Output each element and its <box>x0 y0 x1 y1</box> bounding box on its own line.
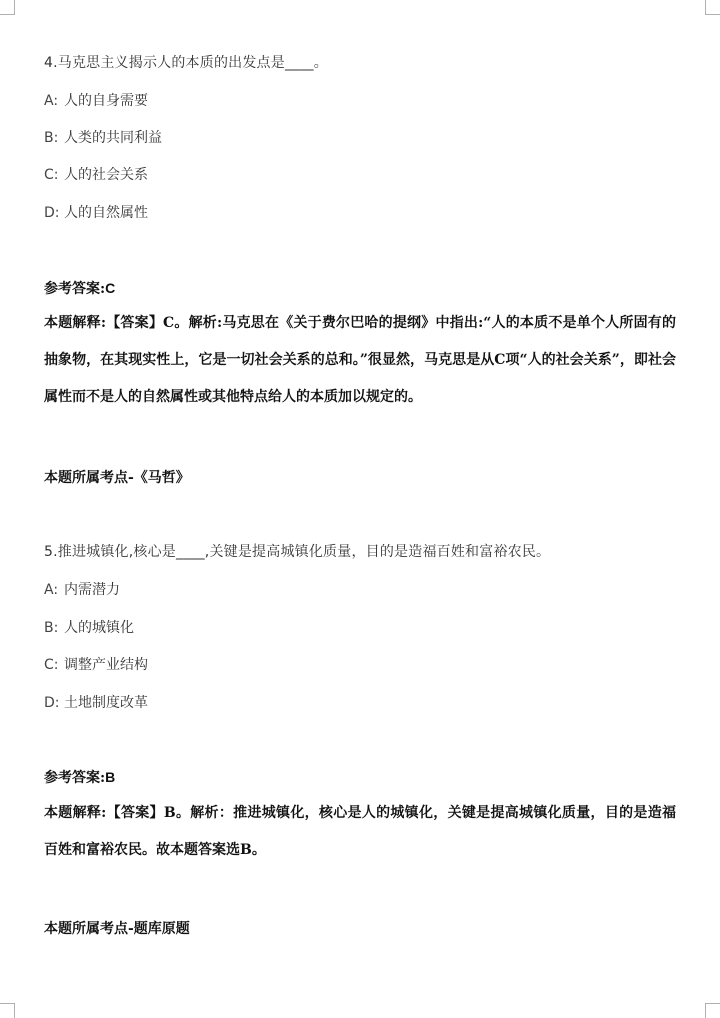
option-text: 土地制度改革 <box>64 695 148 711</box>
answer-value: B <box>105 769 116 785</box>
option-text: 人的自身需要 <box>64 93 148 109</box>
option-letter: A: <box>44 582 59 598</box>
question-5-stem: 5.推进城镇化,核心是____,关键是提高城镇化质量，目的是造福百姓和富裕农民。 <box>44 544 551 560</box>
option-letter: B: <box>44 130 59 146</box>
option-letter: D: <box>44 205 60 221</box>
question-4-option-b <box>44 127 162 147</box>
option-text: 人的社会关系 <box>64 167 148 183</box>
question-5-option-d <box>44 692 148 712</box>
question-4-explanation: 本题解释:【答案】C。解析:马克思在《关于费尔巴哈的提纲》中指出:“人的本质不是单个人所固有的抽象物，在其现实性上，它是一切社会关系的总和。”很显然，马克思是从C项“人的社会关系”，即社会属性而不是人的自然属性或其他特点给人的本质加以规定的。 <box>44 315 676 405</box>
question-4-stem: 4.马克思主义揭示人的本质的出发点是____。 <box>44 55 328 71</box>
option-letter: B: <box>44 620 59 636</box>
option-text: 人的城镇化 <box>64 620 134 636</box>
answer-label: 参考答案: <box>44 770 106 786</box>
crop-mark-bottom-right <box>705 1003 720 1018</box>
option-text: 人类的共同利益 <box>64 130 162 146</box>
question-4-option-d <box>44 202 148 222</box>
crop-mark-top-right <box>705 0 720 15</box>
question-5-option-c <box>44 654 148 674</box>
question-4-topic: 本题所属考点-《马哲》 <box>44 470 190 486</box>
crop-mark-top-left <box>0 0 15 15</box>
question-5-answer <box>44 767 115 787</box>
question-5-option-b <box>44 617 134 637</box>
option-text: 人的自然属性 <box>64 205 148 221</box>
option-letter: D: <box>44 695 60 711</box>
question-5-option-a <box>44 579 120 599</box>
option-text: 内需潜力 <box>64 582 120 598</box>
answer-label: 参考答案: <box>44 281 106 297</box>
question-4-option-a <box>44 90 148 110</box>
option-text: 调整产业结构 <box>64 657 148 673</box>
question-4-option-c <box>44 164 148 184</box>
answer-value: C <box>105 280 116 296</box>
option-letter: C: <box>44 657 59 673</box>
option-letter: A: <box>44 93 59 109</box>
question-4-answer <box>44 278 115 298</box>
option-letter: C: <box>44 167 59 183</box>
question-5-topic: 本题所属考点-题库原题 <box>44 921 190 937</box>
question-5-explanation: 本题解释:【答案】B。解析：推进城镇化，核心是人的城镇化，关键是提高城镇化质量，目的是造福百姓和富裕农民。故本题答案选B。 <box>44 805 676 858</box>
crop-mark-bottom-left <box>0 1003 15 1018</box>
